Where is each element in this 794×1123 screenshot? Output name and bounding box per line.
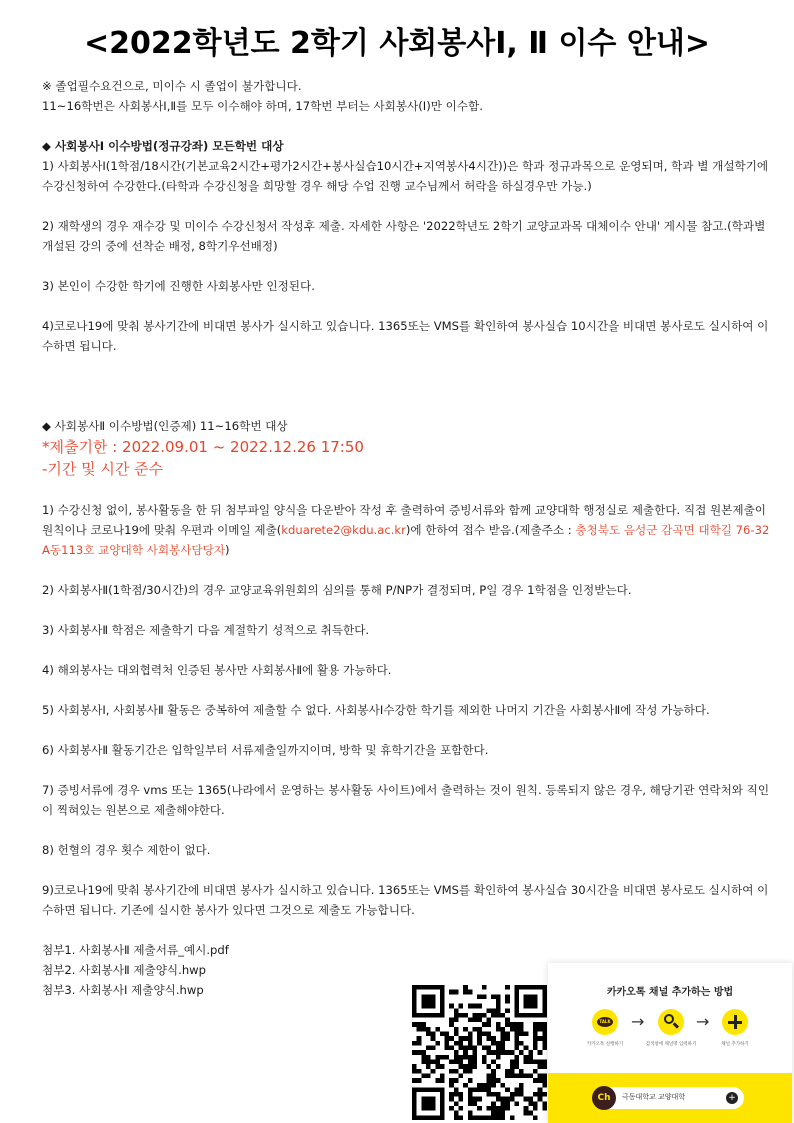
section1-item-1: 1) 사회봉사Ⅰ(1학점/18시간(기본교육2시간+평가2시간+봉사실습10시간+지역봉사4시간))은 학과 정규과목으로 운영되며, 학과 별 개설학기에 수강신청하여 수강한다.(타학과 수강신청을 희망할 경우 해당 수업 진행 교수님께서 허락을 하실경우만 가능.) [42,159,769,193]
kakao-channel-card [548,963,792,1123]
section1-heading: ◆ 사회봉사Ⅰ 이수방법(정규강좌) 모든학번 대상 [42,139,284,153]
email-link[interactable]: kduarete2@kdu.ac.kr [281,523,406,537]
section2-item-6: 6) 사회봉사Ⅱ 활동기간은 입학일부터 서류제출일까지이며, 방학 및 휴학기간을 포함한다. [42,743,489,757]
step-1-label: 카카오톡 실행하기 [586,1042,624,1047]
intro-line-2: 11~16학번은 사회봉사Ⅰ,Ⅱ를 모두 이수해야 하며, 17학번 부터는 사회봉사(Ⅰ)만 이수함. [42,99,483,113]
kakao-channel-bar [548,1073,792,1123]
item1-text-c: ) [225,543,230,557]
kakao-steps [548,1009,792,1059]
item1-text-b: )에 한하여 접수 받음.(제출주소 : [405,523,576,537]
submission-address: 충청북도 음성군 감곡면 대학길 76-32 A동113호 교양대학 사회봉사담당자 [42,523,770,557]
section2-item-4: 4) 해외봉사는 대외협력처 인증된 봉사만 사회봉사Ⅱ에 활용 가능하다. [42,663,392,677]
kakaotalk-icon [592,1009,618,1035]
attachment-2[interactable]: 첨부2. 사회봉사Ⅱ 제출양식.hwp [42,963,207,977]
section1-item-4: 4)코로나19에 맞춰 봉사기간에 비대면 봉사가 실시하고 있습니다. 1365또는 VMS를 확인하여 봉사실습 10시간을 비대면 봉사로도 실시하여 이수하면 됩니다. [42,319,769,353]
attachment-3[interactable]: 첨부3. 사회봉사Ⅰ 제출양식.hwp [42,983,204,997]
page-title: <2022학년도 2학기 사회봉사Ⅰ, Ⅱ 이수 안내> [84,26,710,61]
kakao-channel-button[interactable] [594,1087,744,1109]
section2-item-7: 7) 증빙서류에 경우 vms 또는 1365(나라에서 운영하는 봉사활동 사이트)에서 출력하는 것이 원칙. 등록되지 않은 경우, 해당기관 연락처와 직인이 찍혀있는 원본으로 제출해야한다. [42,783,770,817]
arrow-right-icon: → [631,1012,645,1031]
step-3-label: 채널 추가하기 [721,1042,749,1047]
section2-item-9: 9)코로나19에 맞춰 봉사기간에 비대면 봉사가 실시하고 있습니다. 1365또는 VMS를 확인하여 봉사실습 30시간을 비대면 봉사로도 실시하여 이수하면 됩니다. 기존에 실시한 봉사가 있다면 그것으로 제출도 가능합니다. [42,883,769,917]
notice-body [42,76,778,1000]
section2-item-5: 5) 사회봉사Ⅰ, 사회봉사Ⅱ 활동은 중복하여 제출할 수 없다. 사회봉사Ⅰ수강한 학기를 제외한 나머지 기간을 사회봉사Ⅱ에 작성 가능하다. [42,703,710,717]
channel-name: 극동대학교 교양대학 [622,1093,686,1101]
talk-label: TALK [599,1019,611,1024]
section2-item-1 [42,500,778,560]
deadline: *제출기한 : 2022.09.01 ~ 2022.12.26 17:50 [42,438,364,456]
section1-item-2: 2) 재학생의 경우 재수강 및 미이수 수강신청서 작성후 제출. 자세한 사항은 '2022학년도 2학기 교양교과목 대체이수 안내' 게시물 참고.(학과별 개설된 강의 중에 선착순 배정, 8학기우선배정) [42,219,766,253]
plus-icon [722,1009,748,1035]
search-icon [658,1009,684,1035]
kakao-channel-icon: Ch [592,1086,616,1110]
add-channel-icon[interactable]: + [726,1092,738,1104]
section2-item-3: 3) 사회봉사Ⅱ 학점은 제출학기 다음 계절학기 성적으로 취득한다. [42,623,370,637]
arrow-right-icon: → [696,1012,710,1031]
step-2-label: 검색창에 채널명 입력하기 [645,1042,697,1047]
section2-heading: ◆ 사회봉사Ⅱ 이수방법(인증제) 11~16학번 대상 [42,419,288,433]
section2-item-2: 2) 사회봉사Ⅱ(1학점/30시간)의 경우 교양교육위원회의 심의를 통해 P/NP가 결정되며, P일 경우 1학점을 인정받는다. [42,583,632,597]
kakao-card-title: 카카오톡 채널 추가하는 방법 [606,987,734,998]
item1-text-a: 1) 수강신청 없이, 봉사활동을 한 뒤 첨부파일 양식을 다운받아 작성 후 출력하여 증빙서류와 함께 교양대학 행정실로 제출한다. 직접 원본제출이 원칙이나 코로나19에 맞춰 우편과 이메일 제출( [42,503,766,537]
deadline-note: -기간 및 시간 준수 [42,460,164,478]
intro-line-1: ※ 졸업필수요건으로, 미이수 시 졸업이 불가합니다. [42,79,302,93]
attachment-1[interactable]: 첨부1. 사회봉사Ⅱ 제출서류_예시.pdf [42,943,229,957]
qr-code[interactable] [412,985,547,1120]
section2-item-8: 8) 헌혈의 경우 횟수 제한이 없다. [42,843,211,857]
section1-item-3: 3) 본인이 수강한 학기에 진행한 사회봉사만 인정된다. [42,279,315,293]
